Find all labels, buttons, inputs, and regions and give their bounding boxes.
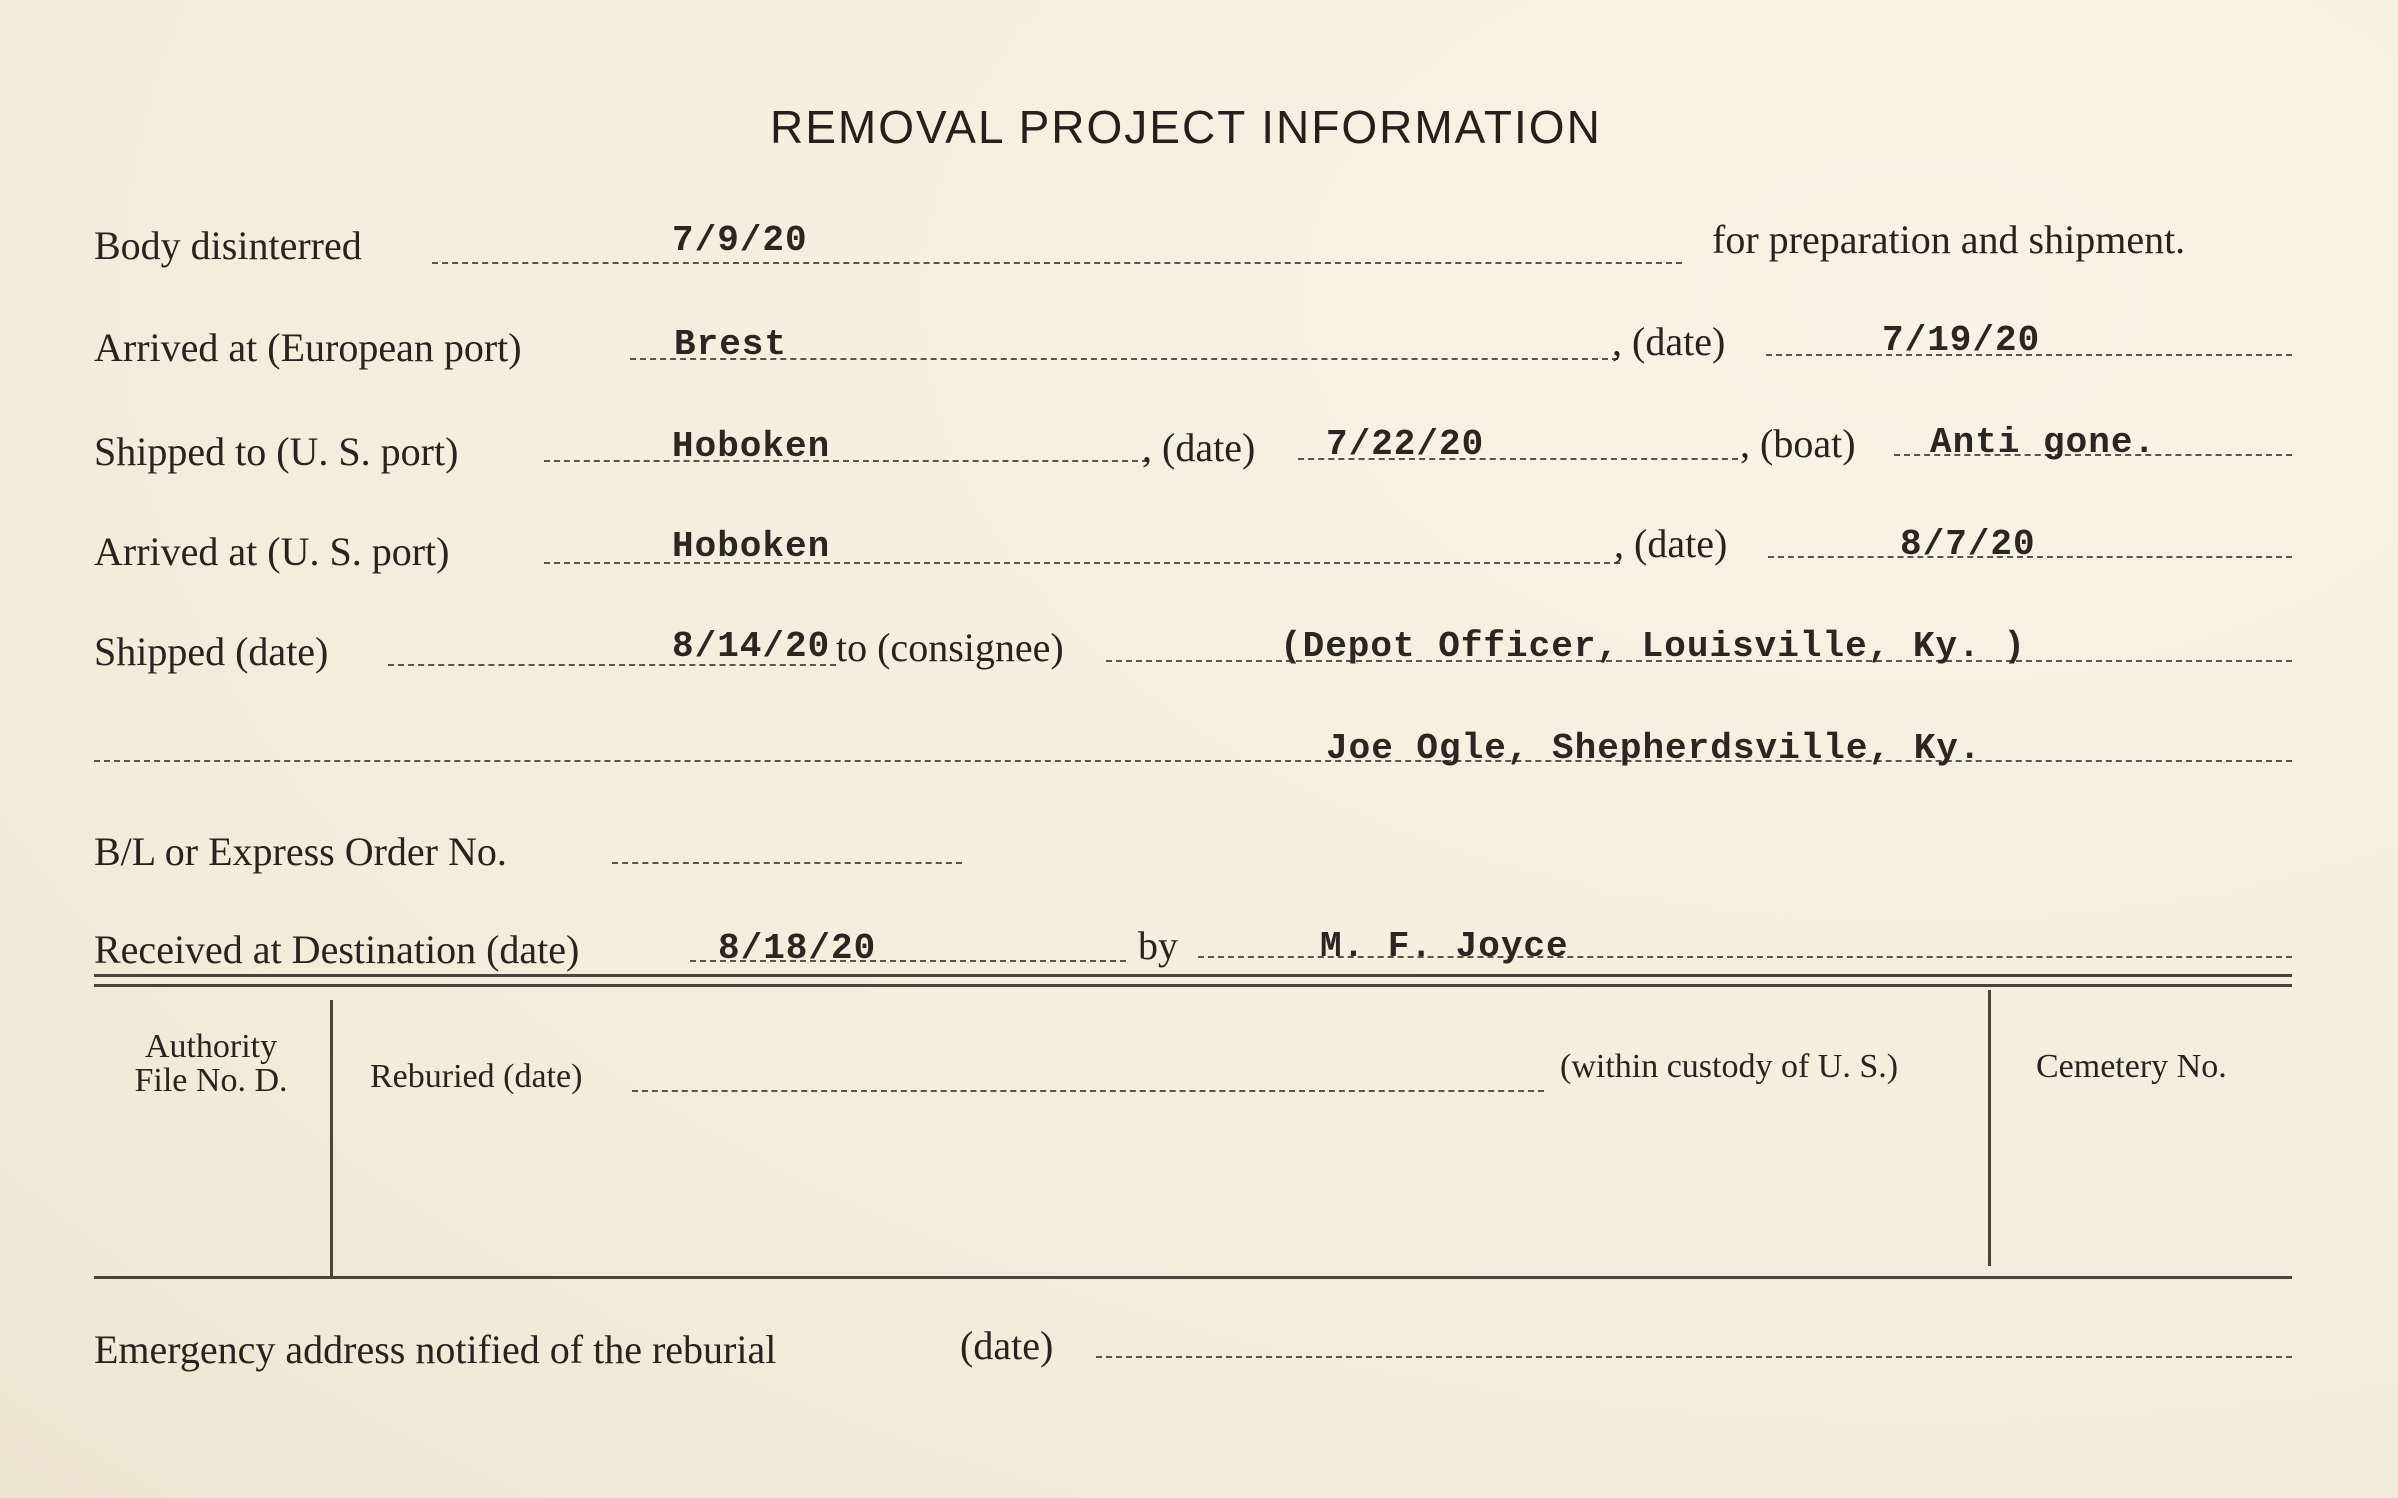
shipped-us-date: 7/22/20 [1326, 424, 1485, 465]
received-by-label: by [1138, 923, 1178, 968]
table-top-rule-1 [94, 974, 2292, 977]
bl-order-line [612, 862, 962, 864]
received-date: 8/18/20 [718, 928, 877, 969]
emergency-line [1096, 1356, 2292, 1358]
bl-order-label: B/L or Express Order No. [94, 829, 507, 874]
reburied-label: Reburied (date) [370, 1058, 583, 1095]
body-disinterred-suffix: for preparation and shipment. [1712, 217, 2186, 262]
arrived-european-date: 7/19/20 [1882, 320, 2041, 361]
table-divider-left [330, 1000, 333, 1276]
consignee-value-2: Joe Ogle, Shepherdsville, Ky. [1326, 728, 1982, 769]
shipped-us-date-label: , (date) [1142, 425, 1256, 470]
shipped-date-label: Shipped (date) [94, 629, 329, 674]
arrived-european-label: Arrived at (European port) [94, 325, 522, 370]
shipped-us-boat: Anti gone. [1930, 422, 2157, 463]
card-title: REMOVAL PROJECT INFORMATION [770, 101, 1602, 153]
received-label: Received at Destination (date) [94, 927, 580, 972]
table-top-rule-2 [94, 984, 2292, 987]
table-bottom-rule [94, 1276, 2292, 1279]
emergency-date-label: (date) [960, 1323, 1054, 1368]
arrived-us-port: Hoboken [672, 526, 831, 567]
consignee-label: to (consignee) [836, 625, 1064, 670]
reburied-line [632, 1090, 1544, 1092]
shipped-date: 8/14/20 [672, 626, 831, 667]
arrived-us-date: 8/7/20 [1900, 524, 2036, 565]
arrived-us-label: Arrived at (U. S. port) [94, 529, 450, 574]
authority-label-1: Authority [144, 1028, 278, 1065]
shipped-us-label: Shipped to (U. S. port) [94, 429, 459, 474]
authority-label-2: File No. D. [134, 1062, 288, 1099]
arrived-us-date-label: , (date) [1614, 521, 1728, 566]
emergency-label: Emergency address notified of the reburial [94, 1327, 777, 1372]
body-disinterred-label: Body disinterred [94, 223, 362, 268]
arrived-european-port: Brest [674, 324, 788, 365]
body-disinterred-line [432, 262, 1682, 264]
table-divider-right [1988, 990, 1991, 1266]
shipped-us-port-line [544, 460, 1148, 462]
cemetery-label: Cemetery No. [2036, 1048, 2227, 1085]
received-by: M. F. Joyce [1320, 926, 1569, 967]
consignee-value: (Depot Officer, Louisville, Ky. ) [1280, 626, 2026, 667]
shipped-us-port: Hoboken [672, 426, 831, 467]
custody-label: (within custody of U. S.) [1560, 1048, 1899, 1085]
shipped-us-boat-label: , (boat) [1740, 421, 1856, 466]
body-disinterred-value: 7/9/20 [672, 220, 808, 261]
arrived-european-date-label: , (date) [1612, 319, 1726, 364]
